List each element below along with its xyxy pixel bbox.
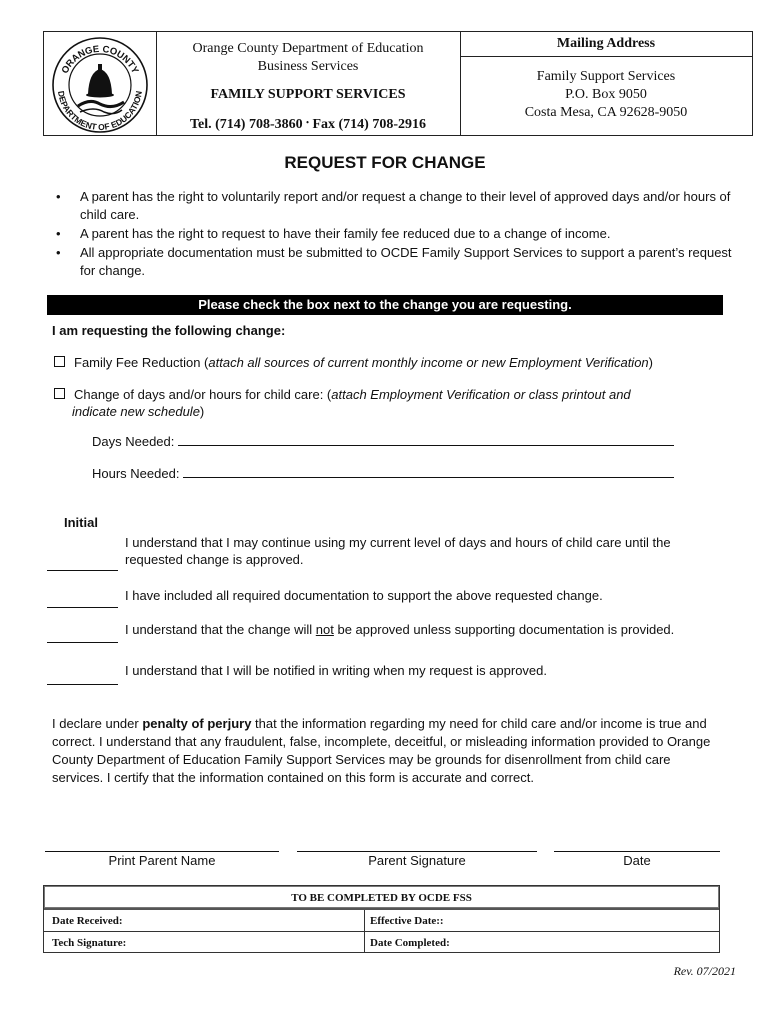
list-item: • A parent has the right to voluntarily report and/or request a change to their level of approved days and/or hours of child care. — [56, 189, 731, 222]
mailing-po-box: P.O. Box 9050 — [565, 87, 647, 102]
department-name: Orange County Department of Education — [192, 41, 424, 56]
days-hours-checkbox[interactable] — [54, 388, 65, 399]
date-field[interactable] — [554, 851, 720, 852]
table-divider — [44, 931, 719, 932]
instruction-bar: Please check the box next to the change you are requesting. — [47, 295, 723, 315]
list-item: • A parent has the right to request to have their family fee reduced due to a change of income. — [56, 226, 611, 241]
svg-text:DEPARTMENT OF EDUCATION: DEPARTMENT OF EDUCATION — [56, 90, 144, 133]
perjury-declaration: I declare under penalty of perjury that the information regarding my need for child care and/or income is true and correct. I understand that any fraudulent, false, incomplete, deceitful, or misleading information provided to Orange County Department of Education Family Support Services may be grounds for disenrollment from child care services. I certify that the information contained on this form is accurate and correct. — [52, 716, 711, 785]
logo-cell — [44, 32, 157, 135]
separator-dot: • — [306, 118, 309, 127]
option-days-hours[interactable]: Change of days and/or hours for child care: (attach Employment Verification or class printout and indicate new schedule) — [54, 386, 694, 420]
rights-list — [56, 188, 736, 281]
department-cell — [156, 32, 461, 135]
bullet-icon: • — [56, 245, 61, 260]
fee-reduction-checkbox[interactable] — [54, 356, 65, 367]
bullet-icon: • — [56, 189, 61, 204]
date-received-label: Date Received: — [52, 915, 123, 927]
tech-signature-label: Tech Signature: — [52, 937, 127, 949]
mailing-name: Family Support Services — [536, 69, 676, 84]
fax-number: Fax (714) 708-2916 — [312, 117, 426, 132]
svg-text:ORANGE COUNTY: ORANGE COUNTY — [59, 43, 141, 76]
hours-needed-label: Hours Needed: — [92, 466, 180, 481]
office-use-table — [43, 885, 720, 953]
acknowledgement-4: I understand that I will be notified in writing when my request is approved. — [125, 663, 548, 678]
date-completed-label: Date Completed: — [370, 937, 450, 949]
mailing-city: Costa Mesa, CA 92628-9050 — [524, 105, 688, 120]
date-label: Date — [623, 853, 651, 868]
division-name: Business Services — [257, 59, 359, 74]
print-name-label: Print Parent Name — [108, 853, 216, 868]
form-title: REQUEST FOR CHANGE — [284, 153, 486, 172]
days-needed-row — [92, 433, 674, 450]
mailing-address-cell — [460, 32, 752, 135]
revision-date: Rev. 07/2021 — [673, 964, 736, 978]
acknowledgement-2: I have included all required documentation to support the above requested change. — [125, 588, 603, 603]
phone-number: Tel. (714) 708-3860 — [189, 117, 303, 132]
hours-needed-row — [92, 465, 674, 482]
effective-date-label: Effective Date:: — [370, 915, 444, 927]
days-needed-label: Days Needed: — [92, 434, 175, 449]
office-use-heading: TO BE COMPLETED BY OCDE FSS — [44, 886, 719, 910]
hours-needed-field[interactable] — [183, 477, 674, 478]
initial-field-1[interactable] — [47, 570, 118, 571]
days-needed-field[interactable] — [178, 445, 674, 446]
list-item: • All appropriate documentation must be submitted to OCDE Family Support Services to support a parent’s request for change. — [56, 245, 732, 278]
initial-field-3[interactable] — [47, 642, 118, 643]
print-name-field[interactable] — [45, 851, 279, 852]
parent-signature-label: Parent Signature — [368, 853, 466, 868]
acknowledgement-3: I understand that the change will not be approved unless supporting documentation is provided. — [125, 622, 675, 637]
parent-signature-field[interactable] — [297, 851, 537, 852]
program-name: FAMILY SUPPORT SERVICES — [210, 87, 406, 102]
acknowledgement-1: I understand that I may continue using my current level of days and hours of child care until the requested change is approved. — [125, 535, 671, 567]
letterhead — [43, 31, 753, 136]
bullet-icon: • — [56, 226, 61, 241]
initial-field-4[interactable] — [47, 684, 118, 685]
initial-heading: Initial — [64, 515, 98, 530]
option-fee-reduction[interactable]: Family Fee Reduction (attach all sources of current monthly income or new Employment Verification) — [54, 354, 653, 371]
initial-field-2[interactable] — [47, 607, 118, 608]
requesting-label: I am requesting the following change: — [52, 323, 286, 338]
contact-numbers — [156, 114, 460, 134]
ocde-seal-logo — [44, 32, 156, 135]
mailing-heading: Mailing Address — [460, 32, 752, 57]
